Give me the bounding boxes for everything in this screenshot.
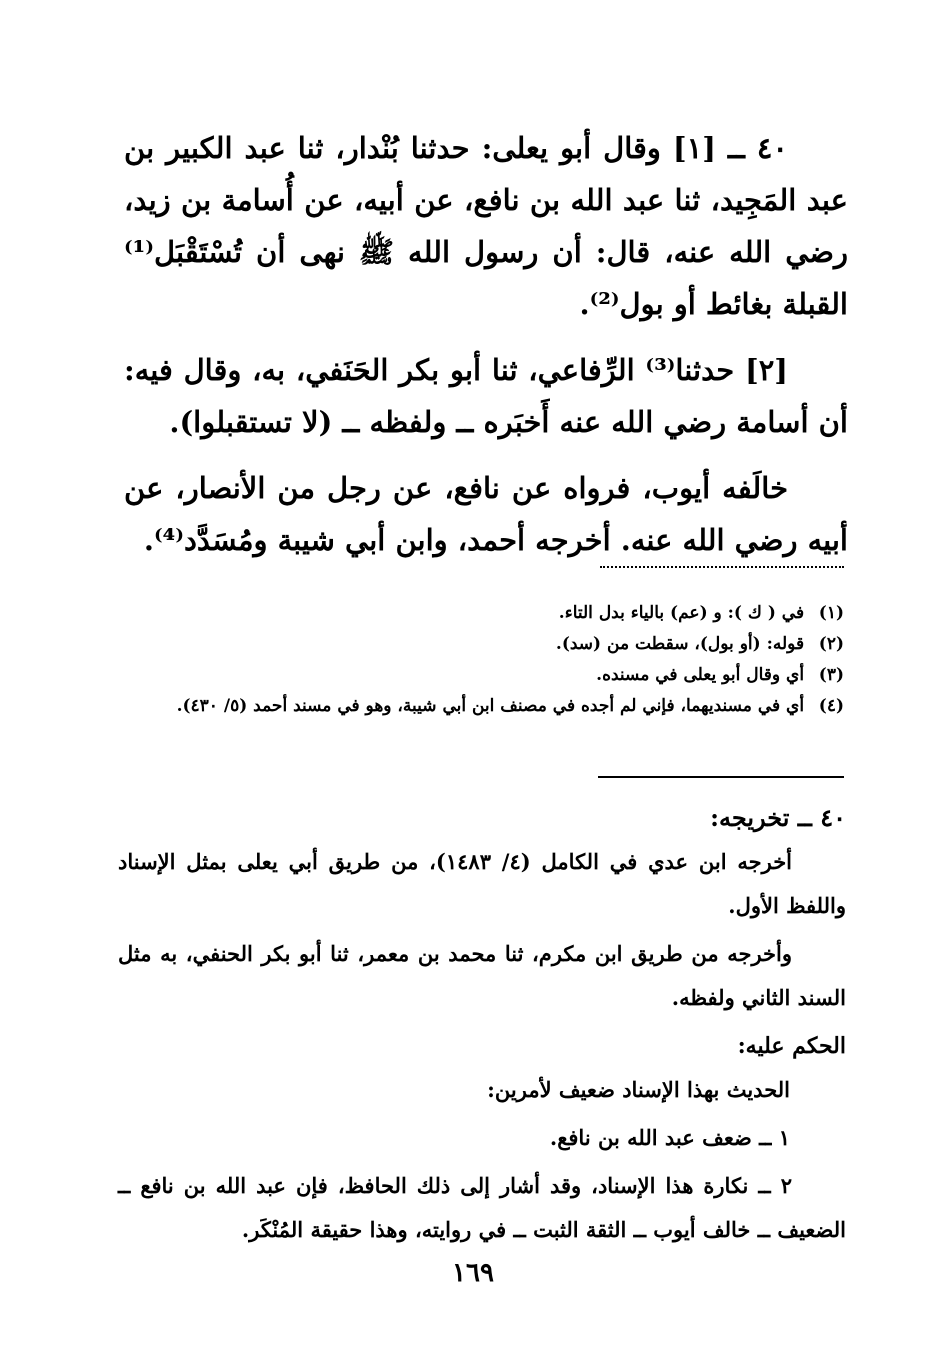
footnote-separator [600, 566, 844, 568]
footnote [124, 691, 848, 722]
hukm-intro: الحديث بهذا الإسناد ضعيف لأمرين: [487, 1077, 790, 1102]
hukm-item-2: ٢ ــ نكارة هذا الإسناد، وقد أشار إلى ذلك الحافظ، فإن عبد الله بن نافع ــ الضعيف ــ خالف أيوب ــ الثقة الثبت ــ في روايته، وهذا حقيقة المُنْكَر. [118, 1173, 846, 1242]
footnote [124, 660, 848, 691]
takhrij-heading-text: ٤٠ ــ تخريجه: [710, 803, 846, 832]
takhrij-section [118, 796, 846, 1256]
footnote-number: (٣) [818, 665, 844, 685]
footnote-text: في ( ك ): و (عم) بالياء بدل التاء. [558, 603, 805, 623]
section-divider [598, 776, 844, 778]
hukm-item-1: ١ ــ ضعف عبد الله بن نافع. [549, 1125, 790, 1150]
footnote [124, 629, 848, 660]
footnote-number: (١) [818, 603, 844, 623]
footnote-number: (٤) [818, 696, 844, 716]
footnote [124, 598, 848, 629]
page-number: ١٦٩ [452, 1258, 494, 1288]
hukm-heading: الحكم عليه: [737, 1033, 846, 1059]
hadith-paragraph-1: ٤٠ ــ [١] وقال أبو يعلى: حدثنا بُنْدار، ثنا عبد الكبير بن عبد المَجِيد، ثنا عبد الله بن نافع، عن أبيه، عن أُسامة بن زيد، رضي الله عنه، قال: أن رسول الله ﷺ نهى أن تُسْتَقْبَل⁽¹⁾ القبلة بغائط أو بول⁽²⁾. [124, 131, 848, 321]
footnotes [124, 598, 848, 722]
footnote-text: قوله: (أو بول)، سقطت من (سد). [555, 634, 805, 654]
hadith-text [124, 122, 848, 580]
takhrij-paragraph-2: وأخرجه من طريق ابن مكرم، ثنا محمد بن معمر، ثنا أبو بكر الحنفي، به مثل السند الثاني ولفظه. [118, 941, 846, 1010]
footnote-text: أي وقال أبو يعلى في مسنده. [596, 665, 805, 685]
takhrij-heading [118, 796, 846, 840]
takhrij-paragraph-1: أخرجه ابن عدي في الكامل (٤/ ١٤٨٣)، من طريق أبي يعلى بمثل الإسناد واللفظ الأول. [118, 849, 846, 918]
footnote-text: أي في مسنديهما، فإني لم أجده في مصنف ابن أبي شيبة، وهو في مسند أحمد (٥/ ٤٣٠). [176, 696, 805, 716]
hadith-paragraph-3: خالَفه أيوب، فرواه عن نافع، عن رجل من الأنصار، عن أبيه رضي الله عنه. أخرجه أحمد، وابن أبي شيبة ومُسَدَّد⁽⁴⁾. [124, 471, 848, 557]
hadith-paragraph-2: [٢] حدثنا⁽³⁾ الرِّفاعي، ثنا أبو بكر الحَنَفي، به، وقال فيه: أن أسامة رضي الله عنه أَخبَره ــ ولفظه ــ (لا تستقبلوا). [124, 353, 848, 439]
footnote-number: (٢) [818, 634, 844, 654]
